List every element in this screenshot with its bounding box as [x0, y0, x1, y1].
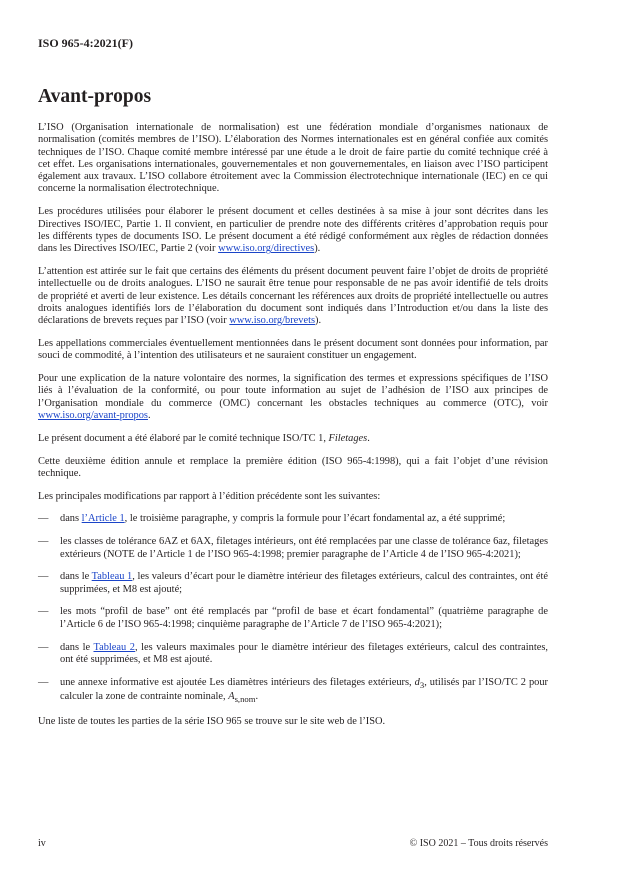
paragraph: [38, 373, 548, 422]
text: ).: [315, 315, 322, 327]
text: Les procédures utilisées pour élaborer le présent document et celles destinées à sa mise à jour sont décrites dans les Directives ISO/IEC, Partie 1. Il convient, en particulier de prendre note des différents critères d’approbation requis pour les différents types de documents ISO. Le présent document a été rédigé conformément aux règles de rédaction données dans les Directives ISO/IEC, Partie 2 (voir: [38, 206, 548, 255]
list-item: [38, 513, 548, 525]
text: L’attention est attirée sur le fait que certains des éléments du présent document peuvent faire l’objet de droits de propriété intellectuelle ou de droits analogues. L’ISO ne saurait être tenue pour responsable de ne pas avoir identifié de tels droits de propriété et averti de leur existence. Les détails concernant les références aux droits de propriété intellectuelle ou autres droits analogues identifiés lors de l’élaboration du document sont indiqués dans l’Introduction et/ou dans la liste des déclarations de brevets reçues par l’ISO (voir: [38, 265, 548, 327]
list-text: les mots “profil de base” ont été remplacés par “profil de base et écart fondamental” (quatrième paragraphe de l’Article 6 de l’ISO 965-4:1998; cinquième paragraphe de l’Article 7 de l’ISO 965-4:2021);: [60, 606, 548, 630]
committee-title: Filetages: [328, 432, 368, 444]
text: Le présent document a été élaboré par le comité technique ISO/TC 1,: [38, 432, 329, 444]
dash: —: [38, 676, 49, 688]
symbol-as-nom: A: [228, 690, 235, 702]
list-text: dans le Tableau 1, les valeurs d’écart pour le diamètre intérieur des filetages extérieurs, calcul des contraintes, ont été supprimées, et M8 est ajouté;: [60, 571, 548, 595]
link-directives[interactable]: www.iso.org/directives: [218, 243, 315, 255]
paragraph: [38, 206, 548, 255]
dash: —: [38, 536, 49, 548]
list-item: [38, 677, 548, 706]
symbol-d3: d: [414, 676, 420, 688]
list-text: une annexe informative est ajoutée Les diamètres intérieurs des filetages extérieurs, $d_3$, utilisés par l’ISO/TC 2 pour calculer la zone de contrainte nominale, $A_{s,nom}$.: [60, 676, 548, 705]
dash: —: [38, 606, 49, 618]
list-text: dans l’Article 1, le troisième paragraphe, y compris la formule pour l’écart fondamental az, a été supprimé;: [60, 513, 506, 525]
list-item: [38, 536, 548, 561]
dash: —: [38, 641, 49, 653]
text: .: [147, 409, 151, 421]
list-text: les classes de tolérance 6AZ et 6AX, filetages intérieurs, ont été remplacées par une classe de tolérance 6az, filetages extérieurs (NOTE de l’Article 1 de l’ISO 965-4:1998; premier paragraphe de l’Article 4 de l’ISO 965-4:2021);: [60, 536, 548, 560]
paragraph: L’ISO (Organisation internationale de normalisation) est une fédération mondiale d’organismes nationaux de normalisation (comités membres de l’ISO). L’élaboration des Normes internationales est en général confiée aux comités techniques de l’ISO. Chaque comité membre intéressé par une étude a le droit de faire partie du comité technique créé à cet effet. Les organisations internationales, gouvernementales et non gouvernementales, en liaison avec l’ISO participent également aux travaux. L’ISO collabore étroitement avec la Commission électrotechnique internationale (IEC) en ce qui concerne la normalisation électrotechnique.: [38, 122, 548, 195]
paragraph: Cette deuxième édition annule et remplace la première édition (ISO 965-4:1998), qui a fait l’objet d’une révision technique.: [38, 455, 548, 479]
list-item: [38, 606, 548, 631]
dash: —: [38, 513, 49, 525]
paragraph: Les principales modifications par rapport à l’édition précédente sont les suivantes:: [38, 490, 381, 502]
list-text: dans le Tableau 2, les valeurs maximales pour le diamètre intérieur des filetages extérieurs, calcul des contraintes, ont été supprimées, et M8 est ajouté.: [60, 641, 548, 665]
link-brevets[interactable]: www.iso.org/brevets: [229, 315, 316, 327]
paragraph: [38, 433, 548, 445]
link-tableau-1[interactable]: Tableau 1: [91, 571, 133, 583]
page-footer: [38, 838, 548, 849]
list-item: [38, 642, 548, 667]
page-number: iv: [38, 838, 46, 849]
foreword-body: [38, 122, 548, 739]
list-item: [38, 571, 548, 596]
link-avant-propos[interactable]: www.iso.org/avant-propos: [38, 409, 148, 421]
dash: —: [38, 571, 49, 583]
link-tableau-2[interactable]: Tableau 2: [93, 641, 135, 653]
text: ).: [314, 243, 321, 255]
link-article-1[interactable]: l’Article 1: [81, 513, 125, 525]
paragraph: Les appellations commerciales éventuellement mentionnées dans le présent document sont données pour information, par souci de commodité, à l’intention des utilisateurs et ne sauraient constituer un engagement.: [38, 337, 548, 362]
copyright: © ISO 2021 – Tous droits réservés: [409, 838, 548, 849]
text: .: [367, 432, 370, 444]
text: Pour une explication de la nature volontaire des normes, la signification des termes et expressions spécifiques de l’ISO liés à l’évaluation de la conformité, ou pour toute information au sujet de l’adhésion de l’ISO aux principes de l’Organisation mondiale du commerce (OMC) concernant les obstacles techniques au commerce (OTC), voir: [38, 373, 548, 409]
page-title: Avant-propos: [38, 86, 152, 107]
paragraph: Une liste de toutes les parties de la série ISO 965 se trouve sur le site web de l’ISO.: [38, 715, 386, 727]
document-id-header: ISO 965-4:2021(F): [38, 36, 133, 50]
paragraph: [38, 266, 548, 327]
